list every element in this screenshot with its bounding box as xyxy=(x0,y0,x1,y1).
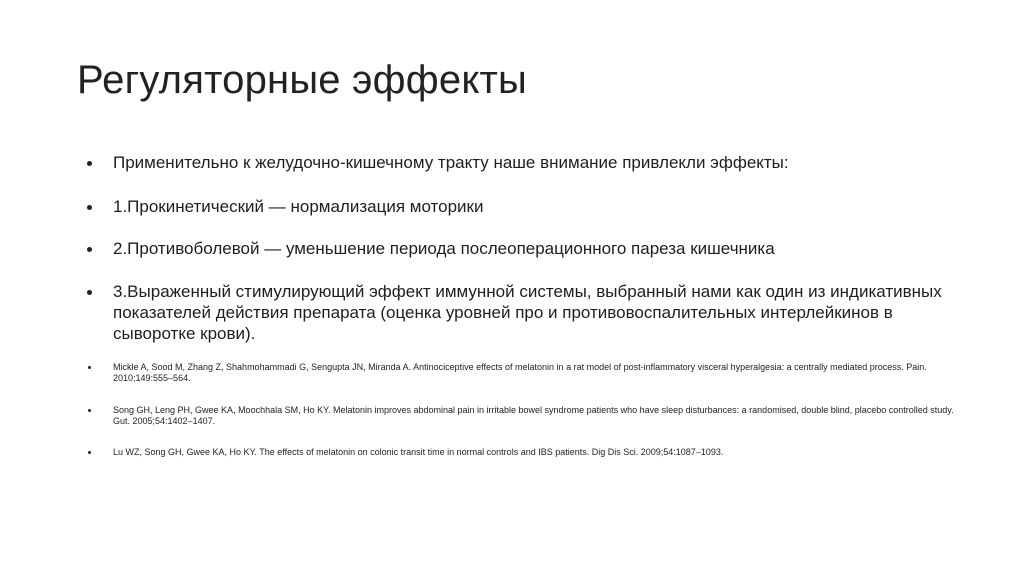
bullet-dot-icon xyxy=(87,247,92,252)
reference-text: Mickle A, Sood M, Zhang Z, Shahmohammadi G, Sengupta JN, Miranda A. Antinociceptive effects of melatonin in a rat model of post-inflammatory visceral hyperalgesia: a centrally mediated process. Pain. 2010;149:555–564. xyxy=(113,362,927,383)
bullet-dot-icon xyxy=(88,451,91,454)
slide-title: Регуляторные эффекты xyxy=(77,58,527,102)
bullet-text: 2.Противоболевой — уменьшение периода послеоперационного пареза кишечника xyxy=(113,239,775,258)
bullet-text: 3.Выраженный стимулирующий эффект иммунной системы, выбранный нами как один из индикативных показателей действия препарата (оценка уровней про и противовоспалительных интерлейкинов в сыворотке крови). xyxy=(113,282,942,343)
bullet-text: 1.Прокинетический — нормализация моторики xyxy=(113,197,484,216)
bullet-dot-icon xyxy=(87,290,92,295)
reference-text: Lu WZ, Song GH, Gwee KA, Ho KY. The effects of melatonin on colonic transit time in normal controls and IBS patients. Dig Dis Sci. 2009;54:1087–1093. xyxy=(113,447,724,457)
bullet-text: Применительно к желудочно-кишечному тракту наше внимание привлекли эффекты: xyxy=(113,153,789,172)
bullet-dot-icon xyxy=(87,161,92,166)
reference-text: Song GH, Leng PH, Gwee KA, Moochhala SM, Ho KY. Melatonin improves abdominal pain in irritable bowel syndrome patients who have sleep disturbances: a randomised, double blind, placebo controlled study. Gut. 2005;54:1402–1407. xyxy=(113,405,954,426)
bullet-dot-icon xyxy=(88,366,91,369)
bullet-dot-icon xyxy=(88,409,91,412)
bullet-dot-icon xyxy=(87,205,92,210)
